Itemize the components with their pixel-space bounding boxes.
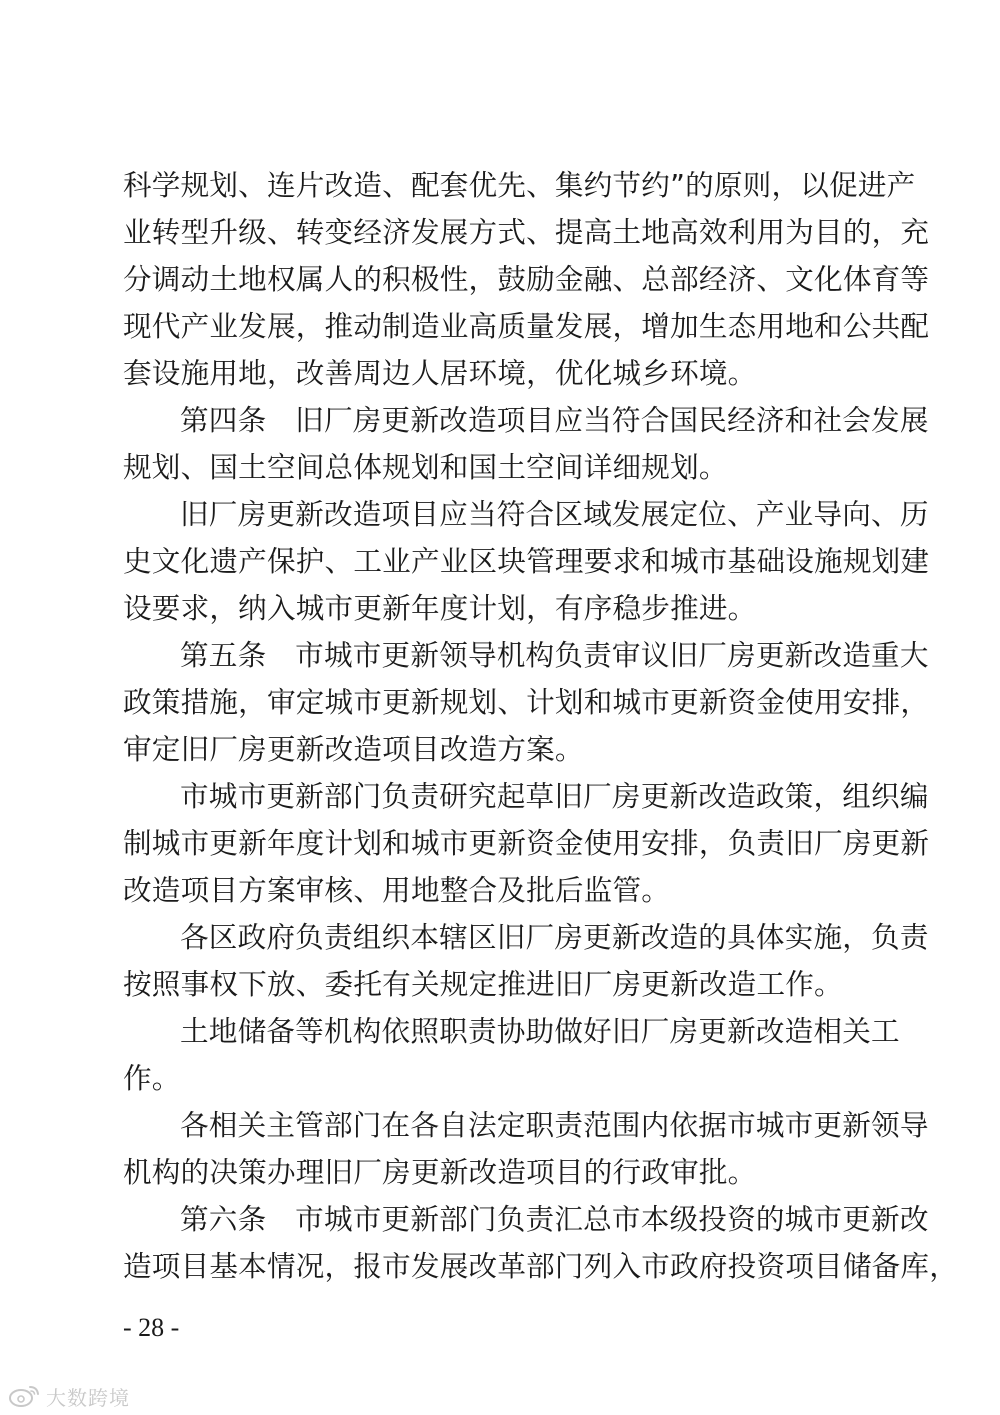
paragraph-start-line: 各相关主管部门在各自法定职责范围内依据市城市更新领导 [180,1108,929,1142]
text-line: 现代产业发展，推动制造业高质量发展，增加生态用地和公共配 [123,309,930,343]
article-heading-line: 第六条 市城市更新部门负责汇总市本级投资的城市更新改 [180,1202,929,1236]
text-line: 造项目基本情况，报市发展改革部门列入市政府投资项目储备库， [123,1249,959,1283]
text-line: 按照事权下放、委托有关规定推进旧厂房更新改造工作。 [123,967,843,1001]
text-line: 业转型升级、转变经济发展方式、提高土地高效利用为目的，充 [123,215,930,249]
text-line: 规划、国土空间总体规划和国土空间详细规划。 [123,450,728,484]
text-line: 机构的决策办理旧厂房更新改造项目的行政审批。 [123,1155,757,1189]
article-heading-line: 第五条 市城市更新领导机构负责审议旧厂房更新改造重大 [180,638,929,672]
text-line: 史文化遗产保护、工业产业区块管理要求和城市基础设施规划建 [123,544,930,578]
paragraph-start-line: 市城市更新部门负责研究起草旧厂房更新改造政策，组织编 [180,779,929,813]
text-line: 设要求，纳入城市更新年度计划，有序稳步推进。 [123,591,757,625]
text-line: 作。 [123,1061,181,1095]
watermark-text: 大数跨境 [46,1386,130,1410]
text-line: 套设施用地，改善周边人居环境，优化城乡环境。 [123,356,757,390]
weibo-logo-icon [8,1383,42,1413]
paragraph-start-line: 土地储备等机构依照职责协助做好旧厂房更新改造相关工 [180,1014,900,1048]
article-heading-line: 第四条 旧厂房更新改造项目应当符合国民经济和社会发展 [180,403,929,437]
text-line: 制城市更新年度计划和城市更新资金使用安排，负责旧厂房更新 [123,826,930,860]
text-line: 科学规划、连片改造、配套优先、集约节约”的原则，以促进产 [123,168,916,202]
text-line: 政策措施，审定城市更新规划、计划和城市更新资金使用安排， [123,685,930,719]
paragraph-start-line: 各区政府负责组织本辖区旧厂房更新改造的具体实施，负责 [180,920,929,954]
page-number: - 28 - [123,1313,180,1342]
paragraph-start-line: 旧厂房更新改造项目应当符合区域发展定位、产业导向、历 [180,497,929,531]
text-line: 分调动土地权属人的积极性，鼓励金融、总部经济、文化体育等 [123,262,930,296]
text-line: 审定旧厂房更新改造项目改造方案。 [123,732,584,766]
text-line: 改造项目方案审核、用地整合及批后监管。 [123,873,671,907]
watermark [8,1383,130,1413]
